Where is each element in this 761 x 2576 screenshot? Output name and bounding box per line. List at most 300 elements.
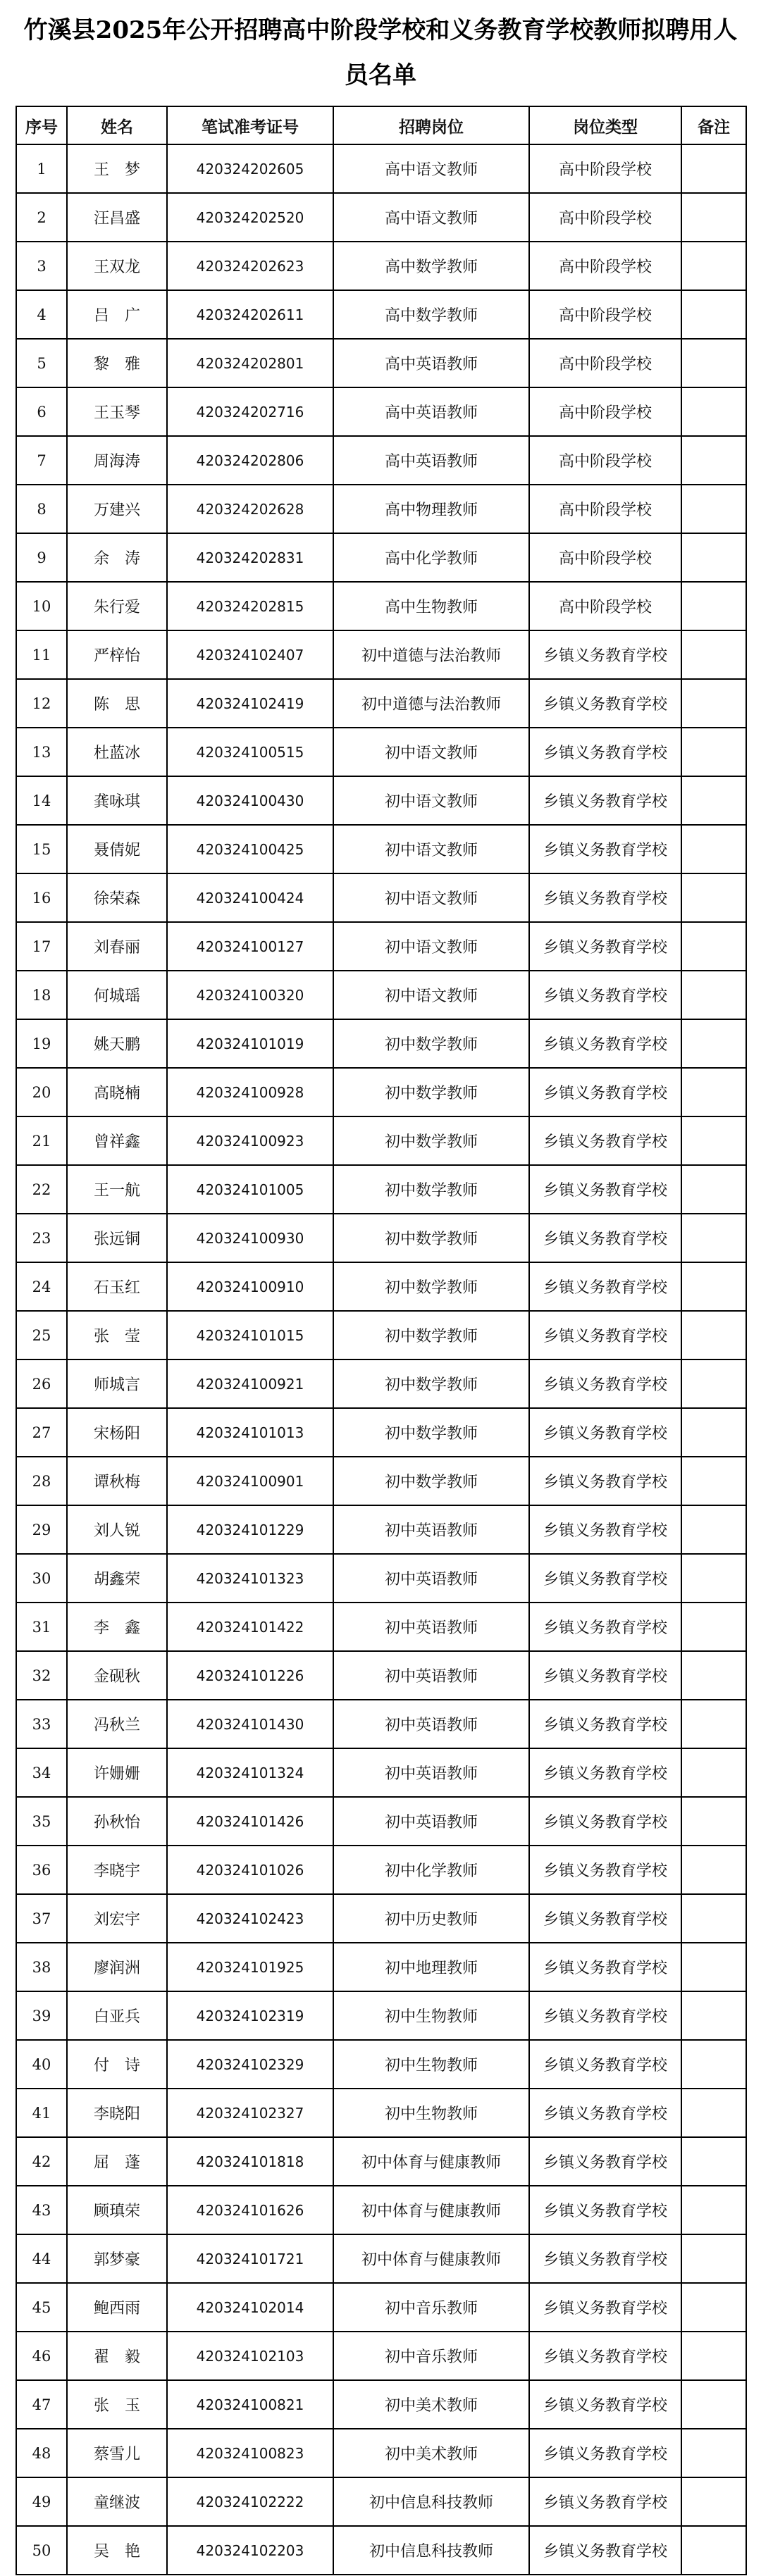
cell-index: 11 <box>16 630 67 679</box>
cell-post-type: 高中阶段学校 <box>529 387 681 436</box>
cell-post-type: 乡镇义务教育学校 <box>529 1019 681 1068</box>
cell-name: 孙秋怡 <box>67 1797 167 1846</box>
cell-post: 初中地理教师 <box>333 1943 529 1991</box>
cell-index: 12 <box>16 679 67 728</box>
cell-post-type: 高中阶段学校 <box>529 582 681 630</box>
cell-post-type: 高中阶段学校 <box>529 290 681 339</box>
cell-note <box>681 1408 746 1457</box>
cell-note <box>681 193 746 242</box>
cell-name: 谭秋梅 <box>67 1457 167 1505</box>
cell-exam-number: 420324202831 <box>167 533 333 582</box>
cell-post: 高中语文教师 <box>333 193 529 242</box>
cell-post-type: 乡镇义务教育学校 <box>529 1846 681 1894</box>
cell-post-type: 乡镇义务教育学校 <box>529 1408 681 1457</box>
cell-note <box>681 582 746 630</box>
cell-post-type: 高中阶段学校 <box>529 436 681 485</box>
cell-note <box>681 339 746 387</box>
cell-index: 18 <box>16 971 67 1019</box>
cell-index: 22 <box>16 1165 67 1214</box>
cell-exam-number: 420324102203 <box>167 2526 333 2575</box>
cell-exam-number: 420324100901 <box>167 1457 333 1505</box>
cell-post: 初中体育与健康教师 <box>333 2137 529 2186</box>
cell-post: 初中化学教师 <box>333 1846 529 1894</box>
cell-exam-number: 420324101019 <box>167 1019 333 1068</box>
cell-index: 4 <box>16 290 67 339</box>
table-row <box>16 679 746 728</box>
cell-name: 蔡雪儿 <box>67 2429 167 2477</box>
cell-post: 初中语文教师 <box>333 776 529 825</box>
table-row <box>16 1457 746 1505</box>
cell-index: 40 <box>16 2040 67 2089</box>
cell-name: 许姗姗 <box>67 1748 167 1797</box>
cell-index: 30 <box>16 1554 67 1603</box>
cell-note <box>681 1603 746 1651</box>
cell-note <box>681 2234 746 2283</box>
table-row <box>16 1214 746 1262</box>
cell-post-type: 乡镇义务教育学校 <box>529 2477 681 2526</box>
cell-exam-number: 420324102327 <box>167 2089 333 2137</box>
cell-post: 初中英语教师 <box>333 1651 529 1700</box>
cell-index: 48 <box>16 2429 67 2477</box>
cell-name: 王一航 <box>67 1165 167 1214</box>
cell-name: 金砚秋 <box>67 1651 167 1700</box>
cell-note <box>681 1748 746 1797</box>
applicant-table <box>16 106 747 2575</box>
cell-exam-number: 420324101005 <box>167 1165 333 1214</box>
cell-note <box>681 679 746 728</box>
table-row <box>16 582 746 630</box>
cell-note <box>681 2429 746 2477</box>
table-row <box>16 1748 746 1797</box>
cell-index: 45 <box>16 2283 67 2332</box>
cell-post: 初中历史教师 <box>333 1894 529 1943</box>
cell-name: 师城言 <box>67 1359 167 1408</box>
cell-exam-number: 420324101324 <box>167 1748 333 1797</box>
cell-note <box>681 1894 746 1943</box>
cell-exam-number: 420324100430 <box>167 776 333 825</box>
cell-note <box>681 290 746 339</box>
cell-name: 李晓宇 <box>67 1846 167 1894</box>
cell-index: 37 <box>16 1894 67 1943</box>
cell-exam-number: 420324102319 <box>167 1991 333 2040</box>
cell-post: 初中信息科技教师 <box>333 2477 529 2526</box>
cell-index: 26 <box>16 1359 67 1408</box>
cell-post: 初中语文教师 <box>333 728 529 776</box>
cell-index: 29 <box>16 1505 67 1554</box>
table-row <box>16 1943 746 1991</box>
cell-name: 龚咏琪 <box>67 776 167 825</box>
table-row <box>16 1311 746 1359</box>
header-post: 招聘岗位 <box>333 106 529 144</box>
cell-note <box>681 485 746 533</box>
cell-index: 31 <box>16 1603 67 1651</box>
cell-index: 49 <box>16 2477 67 2526</box>
cell-exam-number: 420324100928 <box>167 1068 333 1116</box>
cell-index: 20 <box>16 1068 67 1116</box>
cell-post-type: 乡镇义务教育学校 <box>529 1991 681 2040</box>
cell-note <box>681 2380 746 2429</box>
cell-post: 初中道德与法治教师 <box>333 679 529 728</box>
header-name: 姓名 <box>67 106 167 144</box>
cell-note <box>681 2040 746 2089</box>
cell-index: 23 <box>16 1214 67 1262</box>
cell-post: 高中数学教师 <box>333 290 529 339</box>
table-body <box>16 144 746 2575</box>
cell-post-type: 乡镇义务教育学校 <box>529 776 681 825</box>
cell-note <box>681 1505 746 1554</box>
cell-post: 高中物理教师 <box>333 485 529 533</box>
cell-note <box>681 1457 746 1505</box>
cell-index: 50 <box>16 2526 67 2575</box>
cell-post: 高中生物教师 <box>333 582 529 630</box>
cell-note <box>681 2477 746 2526</box>
table-row <box>16 825 746 873</box>
cell-exam-number: 420324101015 <box>167 1311 333 1359</box>
table-row <box>16 2234 746 2283</box>
cell-post-type: 乡镇义务教育学校 <box>529 2380 681 2429</box>
cell-post: 初中数学教师 <box>333 1165 529 1214</box>
cell-index: 6 <box>16 387 67 436</box>
cell-post: 初中数学教师 <box>333 1116 529 1165</box>
cell-name: 姚天鹏 <box>67 1019 167 1068</box>
table-row <box>16 2429 746 2477</box>
cell-note <box>681 1214 746 1262</box>
cell-post-type: 乡镇义务教育学校 <box>529 1165 681 1214</box>
cell-note <box>681 1068 746 1116</box>
cell-index: 17 <box>16 922 67 971</box>
cell-post-type: 乡镇义务教育学校 <box>529 1214 681 1262</box>
cell-exam-number: 420324202520 <box>167 193 333 242</box>
cell-name: 吴 艳 <box>67 2526 167 2575</box>
cell-index: 47 <box>16 2380 67 2429</box>
table-row <box>16 1262 746 1311</box>
cell-exam-number: 420324100823 <box>167 2429 333 2477</box>
cell-post-type: 乡镇义务教育学校 <box>529 1700 681 1748</box>
cell-post: 初中数学教师 <box>333 1311 529 1359</box>
cell-exam-number: 420324101422 <box>167 1603 333 1651</box>
cell-post-type: 乡镇义务教育学校 <box>529 679 681 728</box>
table-row <box>16 2089 746 2137</box>
cell-name: 黎 雅 <box>67 339 167 387</box>
cell-post: 初中音乐教师 <box>333 2283 529 2332</box>
table-row <box>16 1554 746 1603</box>
cell-index: 16 <box>16 873 67 922</box>
table-header-row <box>16 106 746 144</box>
cell-exam-number: 420324102014 <box>167 2283 333 2332</box>
cell-post: 高中语文教师 <box>333 144 529 193</box>
cell-post-type: 乡镇义务教育学校 <box>529 728 681 776</box>
cell-name: 刘人锐 <box>67 1505 167 1554</box>
cell-name: 李晓阳 <box>67 2089 167 2137</box>
cell-name: 冯秋兰 <box>67 1700 167 1748</box>
header-exam-number: 笔试准考证号 <box>167 106 333 144</box>
table-row <box>16 1700 746 1748</box>
table-row <box>16 193 746 242</box>
cell-post: 初中数学教师 <box>333 1457 529 1505</box>
cell-post-type: 乡镇义务教育学校 <box>529 2283 681 2332</box>
cell-post: 初中体育与健康教师 <box>333 2186 529 2234</box>
cell-name: 张 玉 <box>67 2380 167 2429</box>
table-row <box>16 776 746 825</box>
cell-exam-number: 420324102329 <box>167 2040 333 2089</box>
cell-post-type: 乡镇义务教育学校 <box>529 1116 681 1165</box>
cell-post: 高中数学教师 <box>333 242 529 290</box>
cell-post-type: 乡镇义务教育学校 <box>529 2234 681 2283</box>
cell-post-type: 高中阶段学校 <box>529 144 681 193</box>
cell-post-type: 乡镇义务教育学校 <box>529 1262 681 1311</box>
cell-exam-number: 420324100320 <box>167 971 333 1019</box>
cell-post-type: 乡镇义务教育学校 <box>529 2429 681 2477</box>
cell-note <box>681 825 746 873</box>
table-row <box>16 533 746 582</box>
cell-post-type: 高中阶段学校 <box>529 193 681 242</box>
table-row <box>16 2040 746 2089</box>
cell-post-type: 乡镇义务教育学校 <box>529 1894 681 1943</box>
cell-index: 14 <box>16 776 67 825</box>
table-row <box>16 1603 746 1651</box>
cell-index: 46 <box>16 2332 67 2380</box>
cell-post-type: 乡镇义务教育学校 <box>529 2089 681 2137</box>
cell-post-type: 乡镇义务教育学校 <box>529 2186 681 2234</box>
cell-name: 王双龙 <box>67 242 167 290</box>
cell-exam-number: 420324202605 <box>167 144 333 193</box>
page-title: 竹溪县2025年公开招聘高中阶段学校和义务教育学校教师拟聘用人员名单 <box>23 16 738 89</box>
cell-post: 初中英语教师 <box>333 1603 529 1651</box>
cell-exam-number: 420324101226 <box>167 1651 333 1700</box>
cell-exam-number: 420324100515 <box>167 728 333 776</box>
table-row <box>16 1408 746 1457</box>
table-row <box>16 2477 746 2526</box>
cell-exam-number: 420324202815 <box>167 582 333 630</box>
table-row <box>16 1651 746 1700</box>
cell-name: 郭梦豪 <box>67 2234 167 2283</box>
cell-post: 高中英语教师 <box>333 387 529 436</box>
cell-post-type: 高中阶段学校 <box>529 339 681 387</box>
table-row <box>16 1846 746 1894</box>
cell-exam-number: 420324101721 <box>167 2234 333 2283</box>
cell-index: 1 <box>16 144 67 193</box>
table-row <box>16 2186 746 2234</box>
cell-exam-number: 420324102222 <box>167 2477 333 2526</box>
cell-post: 初中美术教师 <box>333 2429 529 2477</box>
cell-post: 初中英语教师 <box>333 1554 529 1603</box>
cell-post: 初中语文教师 <box>333 971 529 1019</box>
cell-post-type: 乡镇义务教育学校 <box>529 1457 681 1505</box>
cell-index: 39 <box>16 1991 67 2040</box>
table-row <box>16 1019 746 1068</box>
cell-exam-number: 420324100910 <box>167 1262 333 1311</box>
cell-post: 高中英语教师 <box>333 436 529 485</box>
cell-exam-number: 420324101026 <box>167 1846 333 1894</box>
cell-note <box>681 1700 746 1748</box>
cell-note <box>681 2332 746 2380</box>
cell-exam-number: 420324100923 <box>167 1116 333 1165</box>
table-row <box>16 2526 746 2575</box>
cell-note <box>681 922 746 971</box>
cell-post: 初中生物教师 <box>333 2040 529 2089</box>
cell-post: 初中道德与法治教师 <box>333 630 529 679</box>
table-row <box>16 2137 746 2186</box>
table-row <box>16 2332 746 2380</box>
cell-post-type: 乡镇义务教育学校 <box>529 1797 681 1846</box>
table-row <box>16 1991 746 2040</box>
header-index: 序号 <box>16 106 67 144</box>
cell-name: 聂倩妮 <box>67 825 167 873</box>
cell-index: 43 <box>16 2186 67 2234</box>
table-row <box>16 2283 746 2332</box>
cell-note <box>681 728 746 776</box>
cell-name: 童继波 <box>67 2477 167 2526</box>
cell-post: 初中数学教师 <box>333 1214 529 1262</box>
cell-note <box>681 1943 746 1991</box>
cell-name: 徐荣森 <box>67 873 167 922</box>
cell-post: 初中美术教师 <box>333 2380 529 2429</box>
cell-exam-number: 420324202611 <box>167 290 333 339</box>
cell-index: 35 <box>16 1797 67 1846</box>
cell-index: 7 <box>16 436 67 485</box>
cell-index: 13 <box>16 728 67 776</box>
cell-name: 刘春丽 <box>67 922 167 971</box>
cell-post-type: 乡镇义务教育学校 <box>529 1554 681 1603</box>
cell-exam-number: 420324102419 <box>167 679 333 728</box>
cell-name: 顾瑱荣 <box>67 2186 167 2234</box>
table-row <box>16 1505 746 1554</box>
cell-name: 余 涛 <box>67 533 167 582</box>
table-row <box>16 1116 746 1165</box>
cell-name: 鲍西雨 <box>67 2283 167 2332</box>
cell-post: 初中英语教师 <box>333 1700 529 1748</box>
cell-post-type: 乡镇义务教育学校 <box>529 2137 681 2186</box>
cell-name: 李 鑫 <box>67 1603 167 1651</box>
cell-exam-number: 420324100921 <box>167 1359 333 1408</box>
cell-post: 初中英语教师 <box>333 1748 529 1797</box>
cell-note <box>681 2186 746 2234</box>
cell-post: 初中体育与健康教师 <box>333 2234 529 2283</box>
cell-post-type: 乡镇义务教育学校 <box>529 1748 681 1797</box>
cell-note <box>681 873 746 922</box>
cell-post-type: 高中阶段学校 <box>529 533 681 582</box>
cell-name: 万建兴 <box>67 485 167 533</box>
cell-name: 朱行爱 <box>67 582 167 630</box>
table-row <box>16 922 746 971</box>
cell-exam-number: 420324101818 <box>167 2137 333 2186</box>
cell-post-type: 乡镇义务教育学校 <box>529 2040 681 2089</box>
cell-post-type: 乡镇义务教育学校 <box>529 1603 681 1651</box>
cell-index: 28 <box>16 1457 67 1505</box>
cell-exam-number: 420324101925 <box>167 1943 333 1991</box>
cell-post: 初中语文教师 <box>333 873 529 922</box>
cell-post-type: 乡镇义务教育学校 <box>529 1068 681 1116</box>
cell-note <box>681 436 746 485</box>
cell-post: 初中信息科技教师 <box>333 2526 529 2575</box>
table-row <box>16 144 746 193</box>
table-row <box>16 2380 746 2429</box>
cell-index: 34 <box>16 1748 67 1797</box>
cell-note <box>681 2137 746 2186</box>
cell-index: 32 <box>16 1651 67 1700</box>
cell-exam-number: 420324202806 <box>167 436 333 485</box>
cell-post-type: 乡镇义务教育学校 <box>529 873 681 922</box>
table-row <box>16 1165 746 1214</box>
cell-post-type: 高中阶段学校 <box>529 485 681 533</box>
table-row <box>16 436 746 485</box>
cell-exam-number: 420324202716 <box>167 387 333 436</box>
cell-name: 杜蓝冰 <box>67 728 167 776</box>
cell-name: 周海涛 <box>67 436 167 485</box>
table-row <box>16 971 746 1019</box>
cell-name: 陈 思 <box>67 679 167 728</box>
cell-index: 21 <box>16 1116 67 1165</box>
cell-exam-number: 420324202628 <box>167 485 333 533</box>
cell-exam-number: 420324202623 <box>167 242 333 290</box>
cell-note <box>681 1651 746 1700</box>
cell-name: 屈 蓬 <box>67 2137 167 2186</box>
cell-note <box>681 1797 746 1846</box>
cell-post-type: 乡镇义务教育学校 <box>529 2526 681 2575</box>
table-row <box>16 728 746 776</box>
cell-exam-number: 420324102103 <box>167 2332 333 2380</box>
cell-exam-number: 420324202801 <box>167 339 333 387</box>
table-row <box>16 387 746 436</box>
cell-index: 42 <box>16 2137 67 2186</box>
cell-post-type: 乡镇义务教育学校 <box>529 1651 681 1700</box>
cell-note <box>681 630 746 679</box>
cell-post-type: 乡镇义务教育学校 <box>529 922 681 971</box>
cell-index: 8 <box>16 485 67 533</box>
cell-note <box>681 387 746 436</box>
cell-exam-number: 420324102423 <box>167 1894 333 1943</box>
cell-post: 初中英语教师 <box>333 1505 529 1554</box>
cell-note <box>681 1846 746 1894</box>
cell-post-type: 乡镇义务教育学校 <box>529 825 681 873</box>
table-row <box>16 873 746 922</box>
cell-post: 高中化学教师 <box>333 533 529 582</box>
cell-note <box>681 1554 746 1603</box>
cell-note <box>681 144 746 193</box>
cell-index: 38 <box>16 1943 67 1991</box>
cell-note <box>681 1019 746 1068</box>
cell-note <box>681 1116 746 1165</box>
cell-index: 10 <box>16 582 67 630</box>
cell-post-type: 乡镇义务教育学校 <box>529 1359 681 1408</box>
cell-post-type: 乡镇义务教育学校 <box>529 1943 681 1991</box>
cell-exam-number: 420324101229 <box>167 1505 333 1554</box>
cell-note <box>681 1165 746 1214</box>
cell-name: 王玉琴 <box>67 387 167 436</box>
cell-post: 初中数学教师 <box>333 1408 529 1457</box>
cell-index: 41 <box>16 2089 67 2137</box>
cell-post-type: 乡镇义务教育学校 <box>529 2332 681 2380</box>
cell-name: 胡鑫荣 <box>67 1554 167 1603</box>
cell-index: 3 <box>16 242 67 290</box>
cell-note <box>681 242 746 290</box>
cell-exam-number: 420324102407 <box>167 630 333 679</box>
header-post-type: 岗位类型 <box>529 106 681 144</box>
table-row <box>16 339 746 387</box>
cell-exam-number: 420324100930 <box>167 1214 333 1262</box>
cell-post-type: 乡镇义务教育学校 <box>529 971 681 1019</box>
cell-post-type: 乡镇义务教育学校 <box>529 630 681 679</box>
cell-note <box>681 2089 746 2137</box>
cell-exam-number: 420324100425 <box>167 825 333 873</box>
cell-exam-number: 420324101626 <box>167 2186 333 2234</box>
cell-post: 初中生物教师 <box>333 2089 529 2137</box>
cell-name: 宋杨阳 <box>67 1408 167 1457</box>
header-note: 备注 <box>681 106 746 144</box>
cell-post: 初中语文教师 <box>333 922 529 971</box>
cell-index: 15 <box>16 825 67 873</box>
cell-note <box>681 2526 746 2575</box>
